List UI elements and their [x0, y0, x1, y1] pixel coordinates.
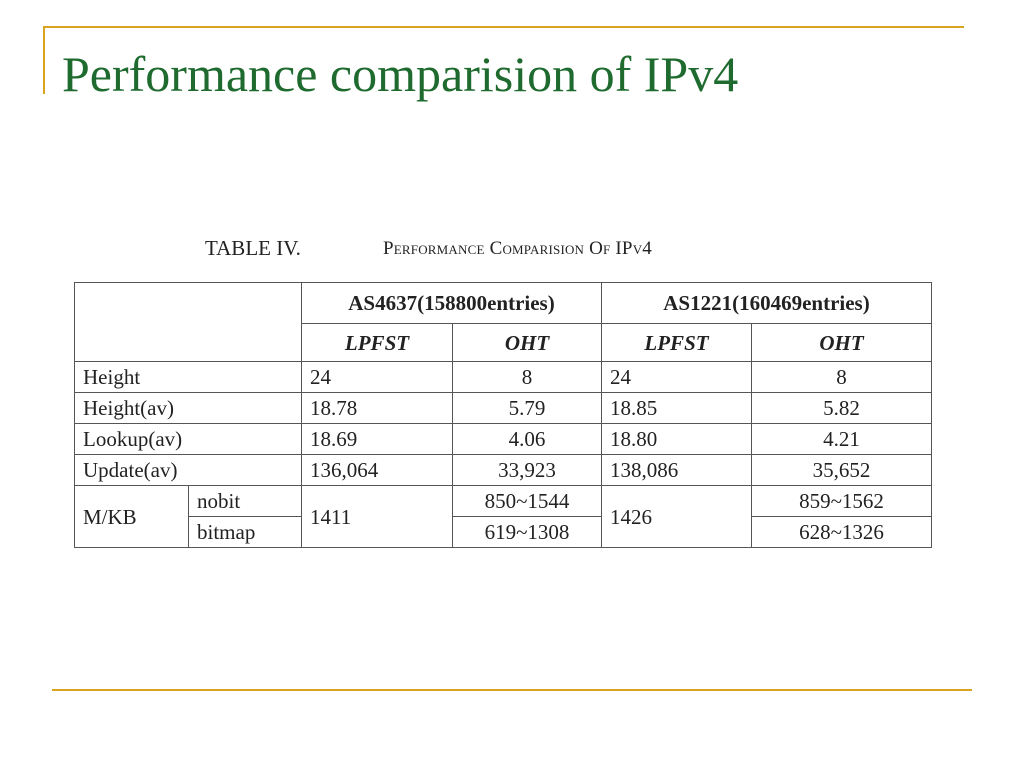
cell-value: 18.69: [302, 424, 453, 455]
table-row: [75, 455, 932, 486]
row-label-height-av: Height(av): [75, 393, 302, 424]
row-label-update-av: Update(av): [75, 455, 302, 486]
cell-value: 33,923: [453, 455, 602, 486]
sub-row-label-bitmap: bitmap: [189, 517, 302, 548]
cell-value: 5.82: [752, 393, 932, 424]
cell-value: 850~1544: [453, 486, 602, 517]
cell-value: 1426: [602, 486, 752, 548]
table-caption-number: TABLE IV.: [205, 236, 301, 260]
cell-value: 5.79: [453, 393, 602, 424]
footer-rule: [52, 689, 972, 691]
row-label-height: Height: [75, 362, 302, 393]
table-caption-title: Performance Comparision Of IPv4: [383, 238, 652, 259]
table-row: [75, 517, 932, 548]
table-header-row: [75, 283, 932, 324]
title-frame-horizontal-rule: [43, 26, 964, 28]
row-label-lookup-av: Lookup(av): [75, 424, 302, 455]
cell-value: 24: [602, 362, 752, 393]
cell-value: 18.78: [302, 393, 453, 424]
performance-table: [74, 282, 932, 548]
cell-value: 4.21: [752, 424, 932, 455]
subheader-as1221-oht: OHT: [752, 324, 932, 362]
row-label-memory: M/KB: [75, 486, 189, 548]
cell-value: 8: [752, 362, 932, 393]
cell-value: 138,086: [602, 455, 752, 486]
cell-value: 628~1326: [752, 517, 932, 548]
table-row: [75, 362, 932, 393]
cell-value: 18.85: [602, 393, 752, 424]
header-group-as4637: AS4637(158800entries): [302, 283, 602, 324]
table-row: [75, 424, 932, 455]
slide-title: Performance comparision of IPv4: [62, 46, 739, 102]
subheader-as1221-lpfst: LPFST: [602, 324, 752, 362]
cell-value: 35,652: [752, 455, 932, 486]
cell-value: 136,064: [302, 455, 453, 486]
table-caption: [0, 236, 1024, 262]
header-corner-cell: [75, 283, 302, 362]
cell-value: 1411: [302, 486, 453, 548]
cell-value: 4.06: [453, 424, 602, 455]
cell-value: 18.80: [602, 424, 752, 455]
title-frame-vertical-rule: [43, 26, 45, 94]
header-group-as1221: AS1221(160469entries): [602, 283, 932, 324]
sub-row-label-nobit: nobit: [189, 486, 302, 517]
table-row: [75, 486, 932, 517]
cell-value: 8: [453, 362, 602, 393]
subheader-as4637-lpfst: LPFST: [302, 324, 453, 362]
table-row: [75, 393, 932, 424]
cell-value: 619~1308: [453, 517, 602, 548]
subheader-as4637-oht: OHT: [453, 324, 602, 362]
cell-value: 24: [302, 362, 453, 393]
cell-value: 859~1562: [752, 486, 932, 517]
